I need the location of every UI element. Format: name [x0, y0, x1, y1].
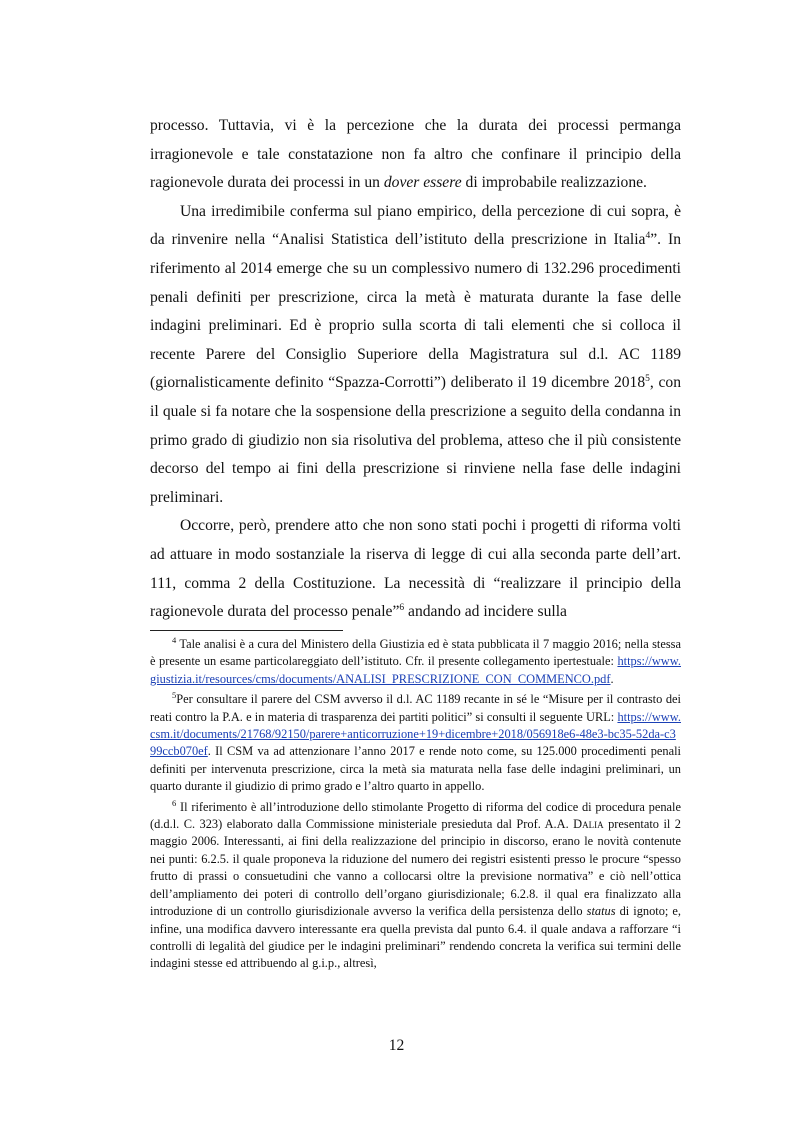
footnote-5: [150, 691, 681, 795]
footnote-separator: [150, 630, 343, 631]
paragraph-2-text-b: ”. In riferimento al 2014 emerge che su un complessivo numero di 132.296 procedimenti penali definiti per prescrizione, circa la metà è maturata durante la fase delle indagini preliminari. Ed è proprio sulla scorta di tali elementi che si colloca il recente Parere del Consiglio Superiore della Magistratura sul d.l. AC 1189 (giornalisticamente definito “Spazza-Corrotti”) deliberato il 19 dicembre 2018: [150, 231, 681, 392]
footnote-text: Il riferimento è all’introduzione dello stimolante Progetto di riforma del codice di procedura penale (d.d.l. C. 323) elaborato dalla Commissione ministeriale presieduta dal Prof. A.A.: [150, 799, 681, 832]
footnote-ref-4[interactable]: 4: [645, 231, 651, 242]
italic-term: status: [586, 904, 616, 919]
paragraph-3: [150, 512, 681, 626]
footnote-end: .: [610, 671, 614, 686]
paragraph-3-end: andando ad incidere sulla: [404, 603, 567, 621]
footnote-ref-5[interactable]: 5: [645, 374, 650, 385]
page-number: 12: [388, 1037, 405, 1054]
paragraph-2-text: Una irredimibile conferma sul piano empirico, della percezione di cui sopra, è da rinvenire nella “Analisi Statistica dell’istituto della prescrizione in Italia: [150, 202, 681, 249]
footnote-link[interactable]: https://www.giustizia.it/resources/cms/documents/ANALISI_PRESCRIZIONE_CON_COMMENCO.pdf: [150, 654, 681, 686]
footnote-number: 6: [172, 797, 177, 808]
footnote-text-b: presentato il 2 maggio 2006. Interessanti, ai fini della realizzazione del principio in discorso, erano le novità contenute nei punti: 6.2.5. il quale proponeva la riduzione del numero dei registri esistenti presso le procure “spesso frutto di prassi o consuetudini che vanno a collocarsi oltre la previsione normativa” e ciò nell’ottica dell’ampliamento dei poteri di controllo dell’organo giurisdizionale; 6.2.8. il qual era finalizzato alla introduzione di un controllo giurisdizionale avverso la verifica della persistenza dello: [150, 817, 681, 919]
footnote-text: Tale analisi è a cura del Ministero della Giustizia ed è stata pubblicata il 7 maggio 2016; nella stessa è presente un esame particolareggiato dell’istituto. Cfr. il presente collegamento ipertestuale:: [150, 637, 682, 669]
footnotes: [150, 636, 681, 976]
paragraph-1: [150, 112, 681, 198]
paragraph-2: [150, 198, 681, 513]
footnote-text-c: di ignoto; e, infine, una modifica davvero interessante era quella prevista dal punto 6.4. il quale andava a rafforzare “i controlli di legalità del giudice per le indagini preliminari” rendendo concreta la verifica sui termini delle indagini stesse ed attribuendo al g.i.p., altresì,: [150, 904, 681, 971]
footnote-text: Per consultare il parere del CSM avverso il d.l. AC 1189 recante in sé le “Misure per il contrasto dei reati contro la P.A. e in materia di trasparenza dei partiti politici” si consulti il seguente URL:: [150, 692, 681, 724]
paragraph-1-text: processo. Tuttavia, vi è la percezione che la durata dei processi permanga irragionevole e tale constatazione non fa altro che confinare il principio della ragionevole durata dei processi in un: [150, 117, 681, 192]
author-name: Dalia: [573, 817, 604, 832]
footnote-link[interactable]: https://www.csm.it/documents/21768/92150/parere+anticorruzione+19+dicembre+2018/056918e6-48e3-bc35-52da-c399ccb070ef: [150, 709, 681, 759]
main-text: [150, 112, 681, 627]
italic-phrase: dover essere: [383, 174, 462, 192]
footnote-number: 4: [172, 634, 177, 645]
footnote-4: [150, 636, 681, 688]
paragraph-1-end: di improbabile realizzazione.: [461, 174, 647, 192]
footnote-end: . Il CSM va ad attenzionare l’anno 2017 e rende noto come, su 125.000 procedimenti penali definiti per intervenuta prescrizione, circa la metà sia maturata nella fase delle indagini preliminari, un quarto durante il giudizio di primo grado e l’altro quarto in appello.: [150, 744, 681, 794]
paragraph-3-text: Occorre, però, prendere atto che non sono stati pochi i progetti di riforma volti ad attuare in modo sostanziale la riserva di legge di cui alla seconda parte dell’art. 111, comma 2 della Costituzione. La necessità di “realizzare il principio della ragionevole durata del processo penale”: [150, 517, 681, 621]
paragraph-2-text-c: , con il quale si fa notare che la sospensione della prescrizione a seguito della condanna in primo grado di giudizio non sia risolutiva del problema, atteso che il più consistente decorso del tempo ai fini della prescrizione si rinviene nella fase delle indagini preliminari.: [150, 374, 681, 506]
footnote-6: [150, 799, 681, 973]
footnote-number: 5: [172, 690, 177, 701]
footnote-ref-6[interactable]: 6: [399, 602, 405, 613]
